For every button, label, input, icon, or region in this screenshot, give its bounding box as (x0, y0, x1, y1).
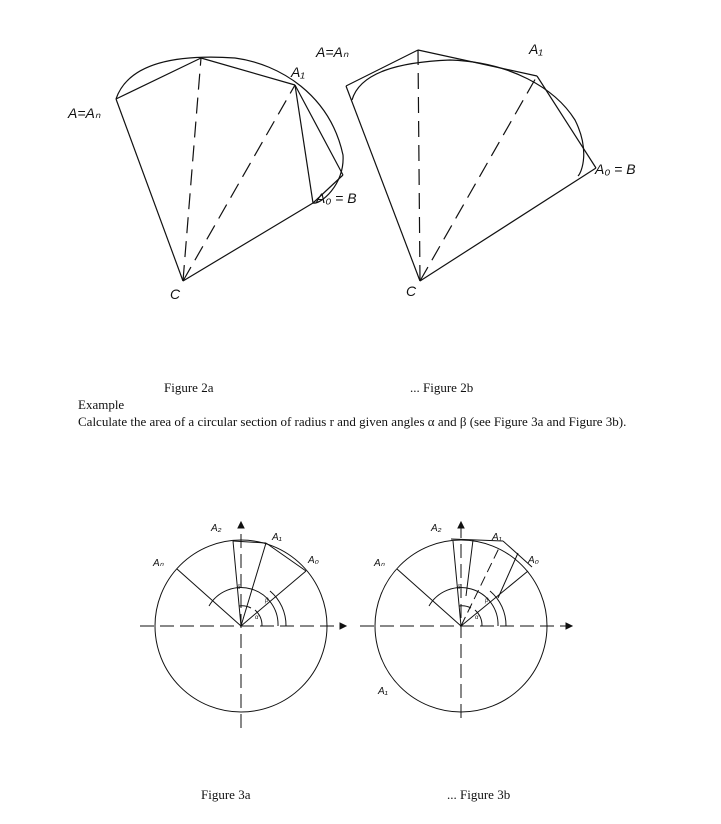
example-paragraph: Calculate the area of a circular section of radius r and given angles α and β (see Figure 3a and Figure 3b). (78, 413, 627, 429)
fig3a-label-beta: β (265, 598, 269, 604)
fig2a-label-a1: A₁ (291, 64, 305, 80)
fig3b-label-alpha: α (475, 615, 479, 621)
fig3b-y-arrow (458, 522, 464, 528)
fig3a-y-arrow (238, 522, 244, 528)
fig3a-radius-a0 (241, 571, 306, 626)
fig3a-chord-a1a0 (266, 543, 306, 571)
fig2b-dashed-a1 (420, 76, 537, 281)
fig2b-dashed-center (418, 50, 420, 281)
fig3a-label-a2: A₂ (211, 523, 222, 534)
fig3b-label-a2: A₂ (431, 523, 442, 534)
fig2b-label-a1: A₁ (529, 41, 543, 57)
figure-2a-caption: Figure 2a (164, 380, 214, 395)
fig3b-radius-a0 (461, 571, 528, 626)
figure-3b-caption: ... Figure 3b (447, 787, 511, 802)
fig3b-label-a0: A₀ (528, 555, 539, 566)
fig3a-label-a1: A₁ (272, 532, 282, 543)
fig2a-radius-right (183, 203, 313, 281)
fig3b-label-a1-bottom: A₁ (378, 686, 388, 697)
figure-3a-caption: Figure 3a (201, 787, 251, 802)
fig3b-label-a1-top: A₁ (492, 532, 502, 543)
fig2a-label-a0: A₀ = B (316, 190, 357, 206)
fig2a-radius-left (116, 99, 183, 281)
fig3a-label-delta: δ (237, 585, 241, 591)
fig2b-tangent-2 (418, 50, 537, 76)
fig2a-bisector-dashed (183, 58, 201, 281)
fig3b-label-delta: δ (457, 585, 461, 591)
fig3a-radius-a2 (233, 541, 241, 626)
fig3b-radius-a2 (453, 541, 461, 626)
fig3b-tick-2 (498, 553, 518, 598)
fig2a-label-c: C (170, 286, 181, 302)
fig2b-tangent-1 (346, 50, 418, 86)
fig3b-x-arrow (566, 623, 572, 629)
example-text-block (78, 397, 638, 430)
fig2b-label-c: C (406, 283, 417, 299)
fig3b-label-beta: β (485, 598, 489, 604)
fig2a-label-top: A=Aₙ (316, 44, 349, 60)
fig2a-arc (116, 57, 343, 203)
fig3a-label-alpha: α (255, 615, 259, 621)
fig2a-label-left: A=Aₙ (68, 105, 101, 121)
example-heading: Example (78, 397, 125, 412)
fig3a-x-arrow (340, 623, 346, 629)
fig2a-dashed-a1 (183, 85, 295, 281)
fig3a-radius-an (177, 569, 241, 626)
fig3a-radius-a1 (241, 543, 266, 626)
figure-2b-diagram (346, 50, 596, 281)
figure-2b-caption: ... Figure 2b (410, 380, 474, 395)
fig2b-tangent-3 (537, 76, 596, 168)
fig3a-label-an: Aₙ (153, 558, 164, 569)
fig3a-label-a0: A₀ (308, 555, 319, 566)
fig2a-chord-2 (201, 58, 295, 85)
fig2b-arc (352, 60, 584, 176)
fig2b-radius-right (420, 168, 596, 281)
figure-2a-diagram (116, 57, 343, 281)
fig2b-label-a0: A₀ = B (595, 161, 636, 177)
figure-3a-diagram (140, 522, 346, 728)
fig3b-radius-an (397, 569, 461, 626)
figure-3b-diagram (360, 522, 572, 718)
fig2b-radius-left (346, 86, 420, 281)
fig3b-label-an: Aₙ (374, 558, 385, 569)
